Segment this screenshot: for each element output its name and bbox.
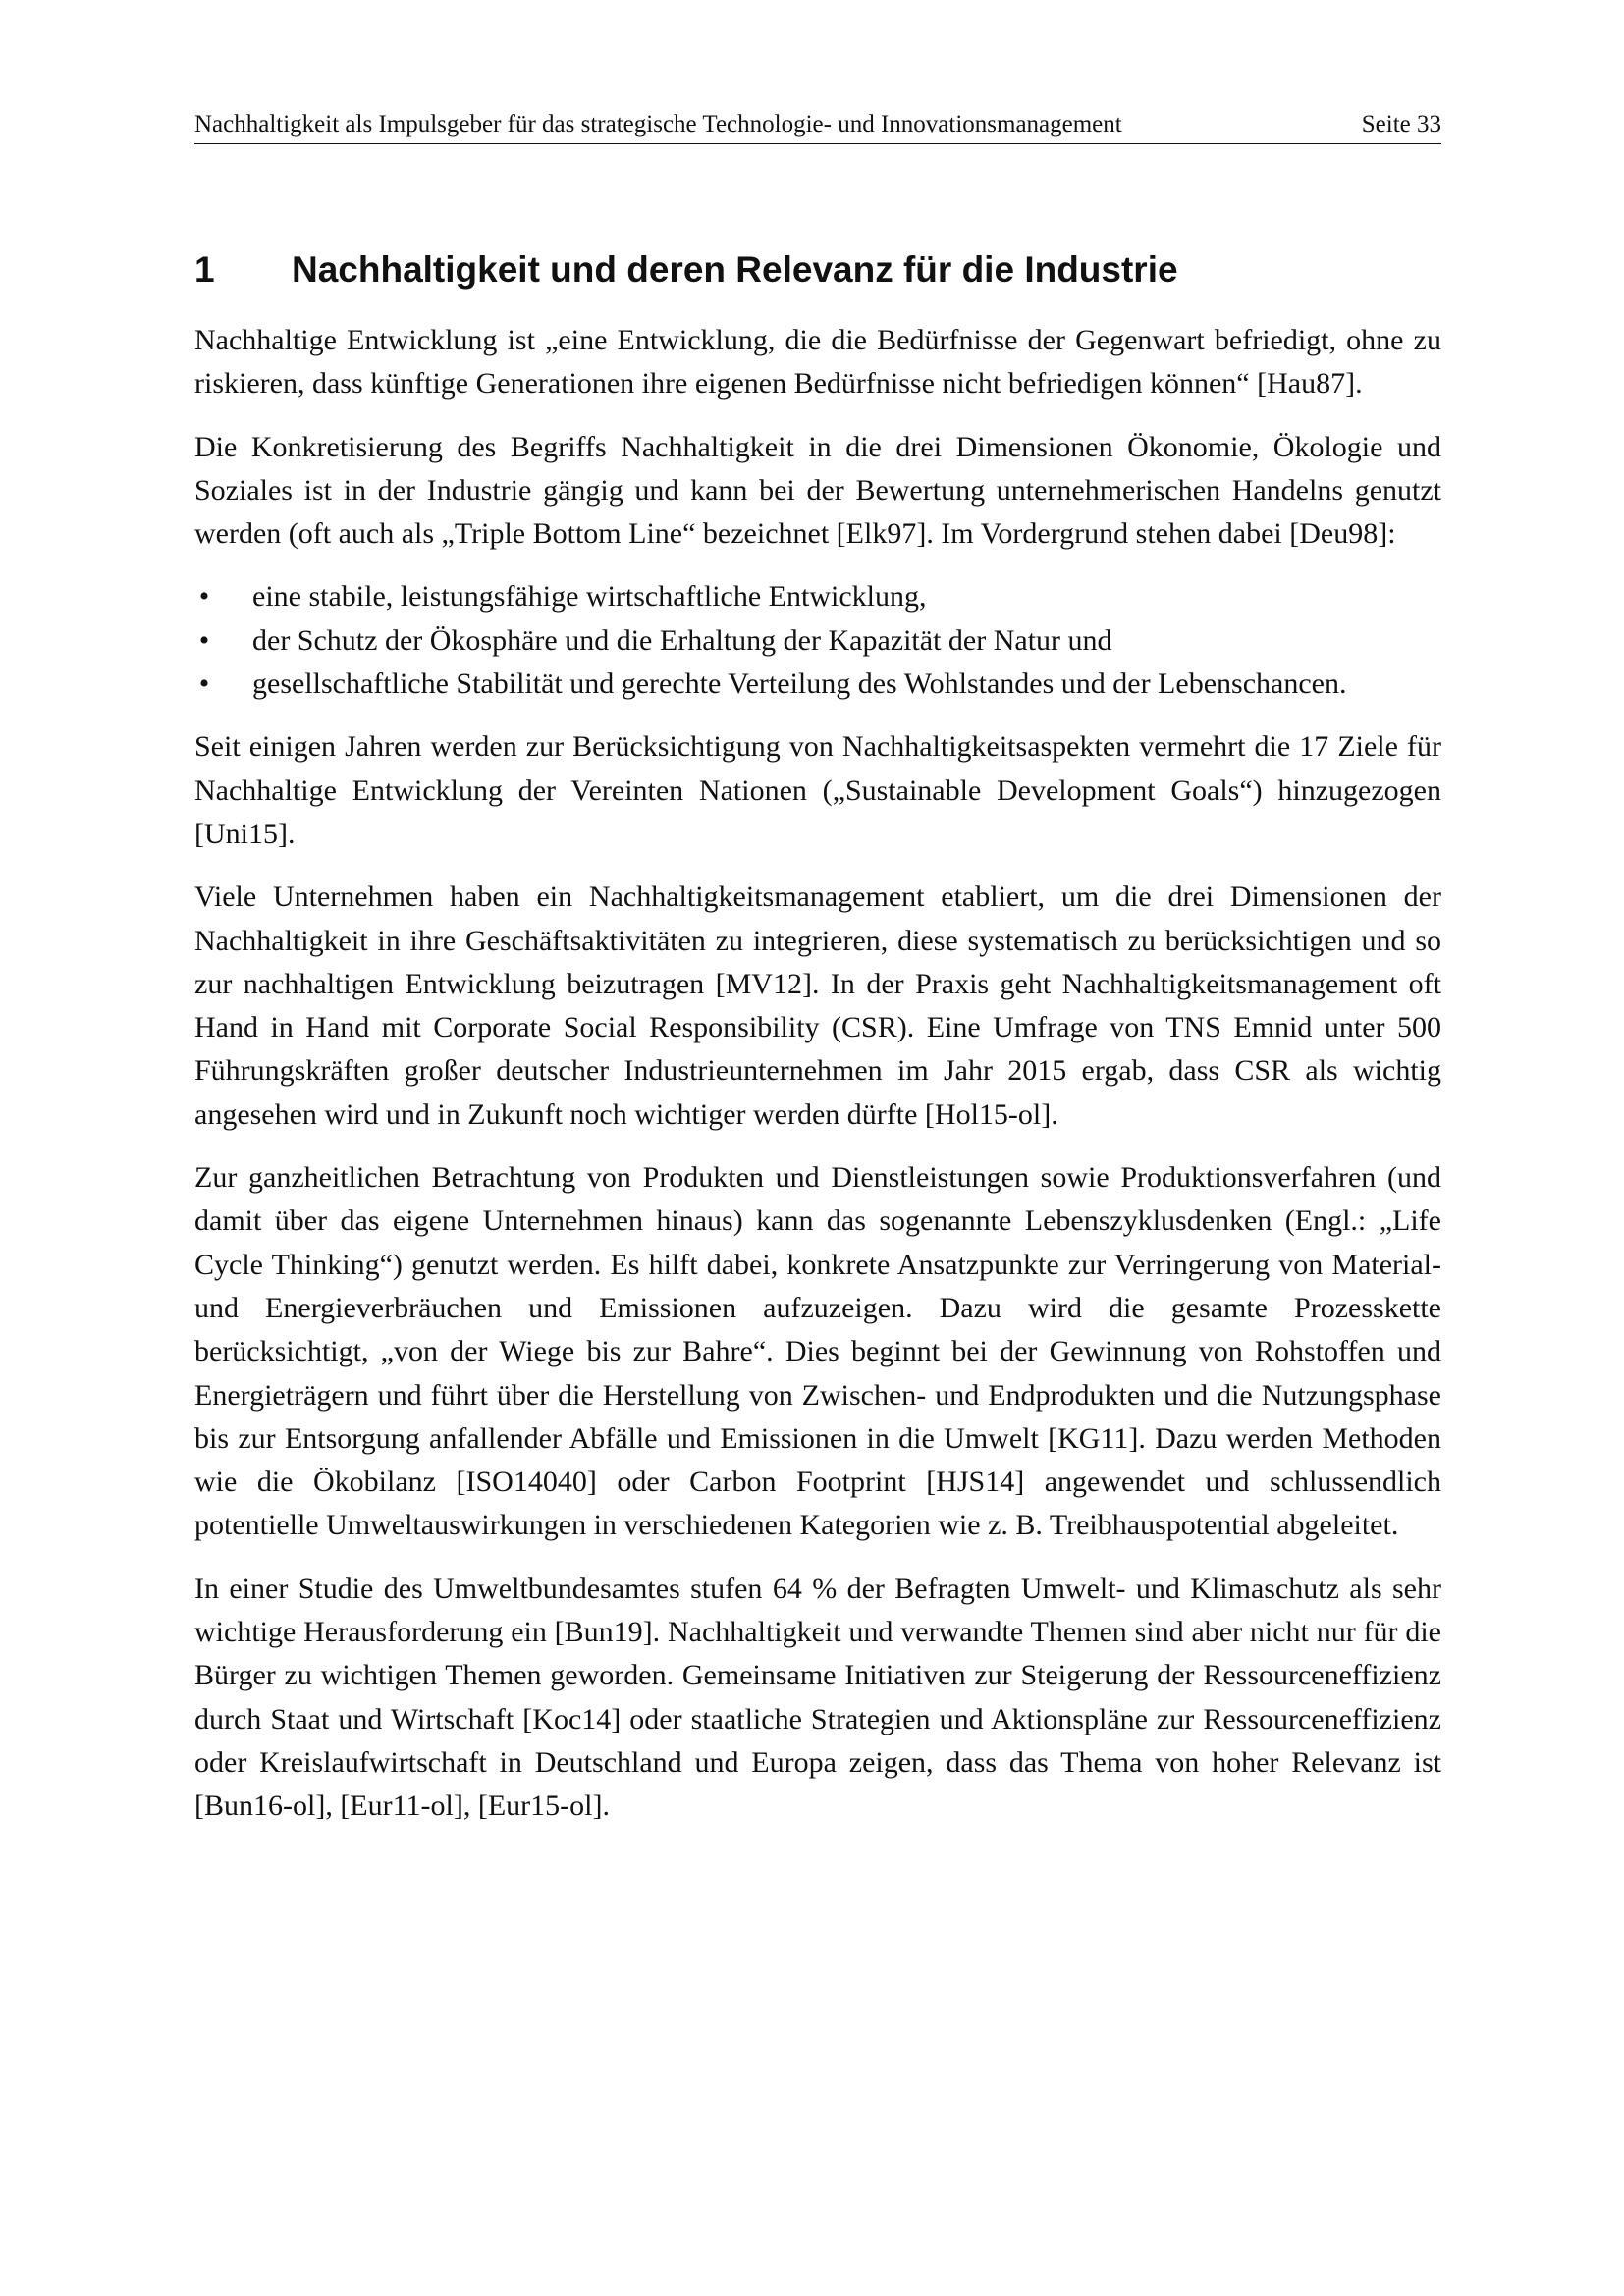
bullet-list [194, 575, 1441, 706]
list-item [194, 619, 1441, 663]
paragraph-life-cycle: Zur ganzheitlichen Betrachtung von Produkten und Dienstleistungen sowie Produktionsverfahren (und damit über das eigene Unternehmen hinaus) kann das sogenannte Lebenszyklusdenken (Engl.: „Life Cycle Thinking“) genutzt werden. Es hilft dabei, konkrete Ansatzpunkte zur Verringerung von Material- und Energieverbräuchen und Emissionen aufzuzeigen. Dazu wird die gesamte Prozesskette berücksichtigt, „von der Wiege bis zur Bahre“. Dies beginnt bei der Gewinnung von Rohstoffen und Energieträgern und führt über die Herstellung von Zwischen- und Endprodukten und die Nutzungsphase bis zur Entsorgung anfallender Abfälle und Emissionen in die Umwelt [KG11]. Dazu werden Methoden wie die Ökobilanz [ISO14040] oder Carbon Footprint [HJS14] angewendet und schlussendlich potentielle Umweltauswirkungen in verschiedenen Kategorien wie z. B. Treibhauspotential abgeleitet. [194, 1161, 1441, 1542]
chapter-title: Nachhaltigkeit und deren Relevanz für die Industrie [292, 249, 1178, 290]
paragraph-dimensions: Die Konkretisierung des Begriffs Nachhaltigkeit in die drei Dimensionen Ökonomie, Ökologie und Soziales ist in der Industrie gängig und kann bei der Bewertung unternehmerischen Handelns genutzt werden (oft auch als „Triple Bottom Line“ bezeichnet [Elk97]. Im Vordergrund stehen dabei [Deu98]: [194, 430, 1441, 551]
page-number: Seite 33 [1361, 111, 1441, 137]
list-item [194, 663, 1441, 706]
running-header [194, 110, 1441, 144]
running-header-title: Nachhaltigkeit als Impulsgeber für das strategische Technologie- und Innovationsmanagement [194, 111, 1122, 137]
paragraph-management: Viele Unternehmen haben ein Nachhaltigkeitsmanagement etabliert, um die drei Dimensionen der Nachhaltigkeit in ihre Geschäftsaktivitäten zu integrieren, diese systematisch zu berücksichtigen und so zur nachhaltigen Entwicklung beizutragen [MV12]. In der Praxis geht Nachhaltigkeitsmanagement oft Hand in Hand mit Corporate Social Responsibility (CSR). Eine Umfrage von TNS Emnid unter 500 Führungskräften großer deutscher Industrieunternehmen im Jahr 2015 ergab, dass CSR als wichtig angesehen wird und in Zukunft noch wichtiger werden dürfte [Hol15-ol]. [194, 881, 1441, 1131]
chapter-number: 1 [194, 249, 215, 290]
bullet-icon: • [198, 667, 210, 701]
list-item-text: eine stabile, leistungsfähige wirtschaftliche Entwicklung, [252, 580, 927, 614]
paragraph-study: In einer Studie des Umweltbundesamtes stufen 64 % der Befragten Umwelt- und Klimaschutz als sehr wichtige Herausforderung ein [Bun19]. Nachhaltigkeit und verwandte Themen sind aber nicht nur für die Bürger zu wichtigen Themen geworden. Gemeinsame Initiativen zur Steigerung der Ressourceneffizienz durch Staat und Wirtschaft [Koc14] oder staatliche Strategien und Aktionspläne zur Ressourceneffizienz oder Kreislaufwirtschaft in Deutschland und Europa zeigen, dass das Thema von hoher Relevanz ist [Bun16-ol], [Eur11-ol], [Eur15-ol]. [194, 1572, 1441, 1823]
list-item [194, 575, 1441, 618]
list-item-text: der Schutz der Ökosphäre und die Erhaltung der Kapazität der Natur und [252, 623, 1112, 657]
bullet-icon: • [198, 623, 210, 657]
list-item-text: gesellschaftliche Stabilität und gerechte Verteilung des Wohlstandes und der Lebenschancen. [252, 667, 1347, 701]
bullet-icon: • [198, 580, 210, 614]
paragraph-definition: Nachhaltige Entwicklung ist „eine Entwicklung, die die Bedürfnisse der Gegenwart befriedigt, ohne zu riskieren, dass künftige Generationen ihre eigenen Bedürfnisse nicht befriedigen können“ [Hau87]. [194, 324, 1441, 400]
chapter-heading [194, 247, 1441, 293]
body-text [194, 319, 1441, 1848]
paragraph-sdgs: Seit einigen Jahren werden zur Berücksichtigung von Nachhaltigkeitsaspekten vermehrt die 17 Ziele für Nachhaltige Entwicklung der Vereinten Nationen („Sustainable Development Goals“) hinzugezogen [Uni15]. [194, 730, 1441, 850]
